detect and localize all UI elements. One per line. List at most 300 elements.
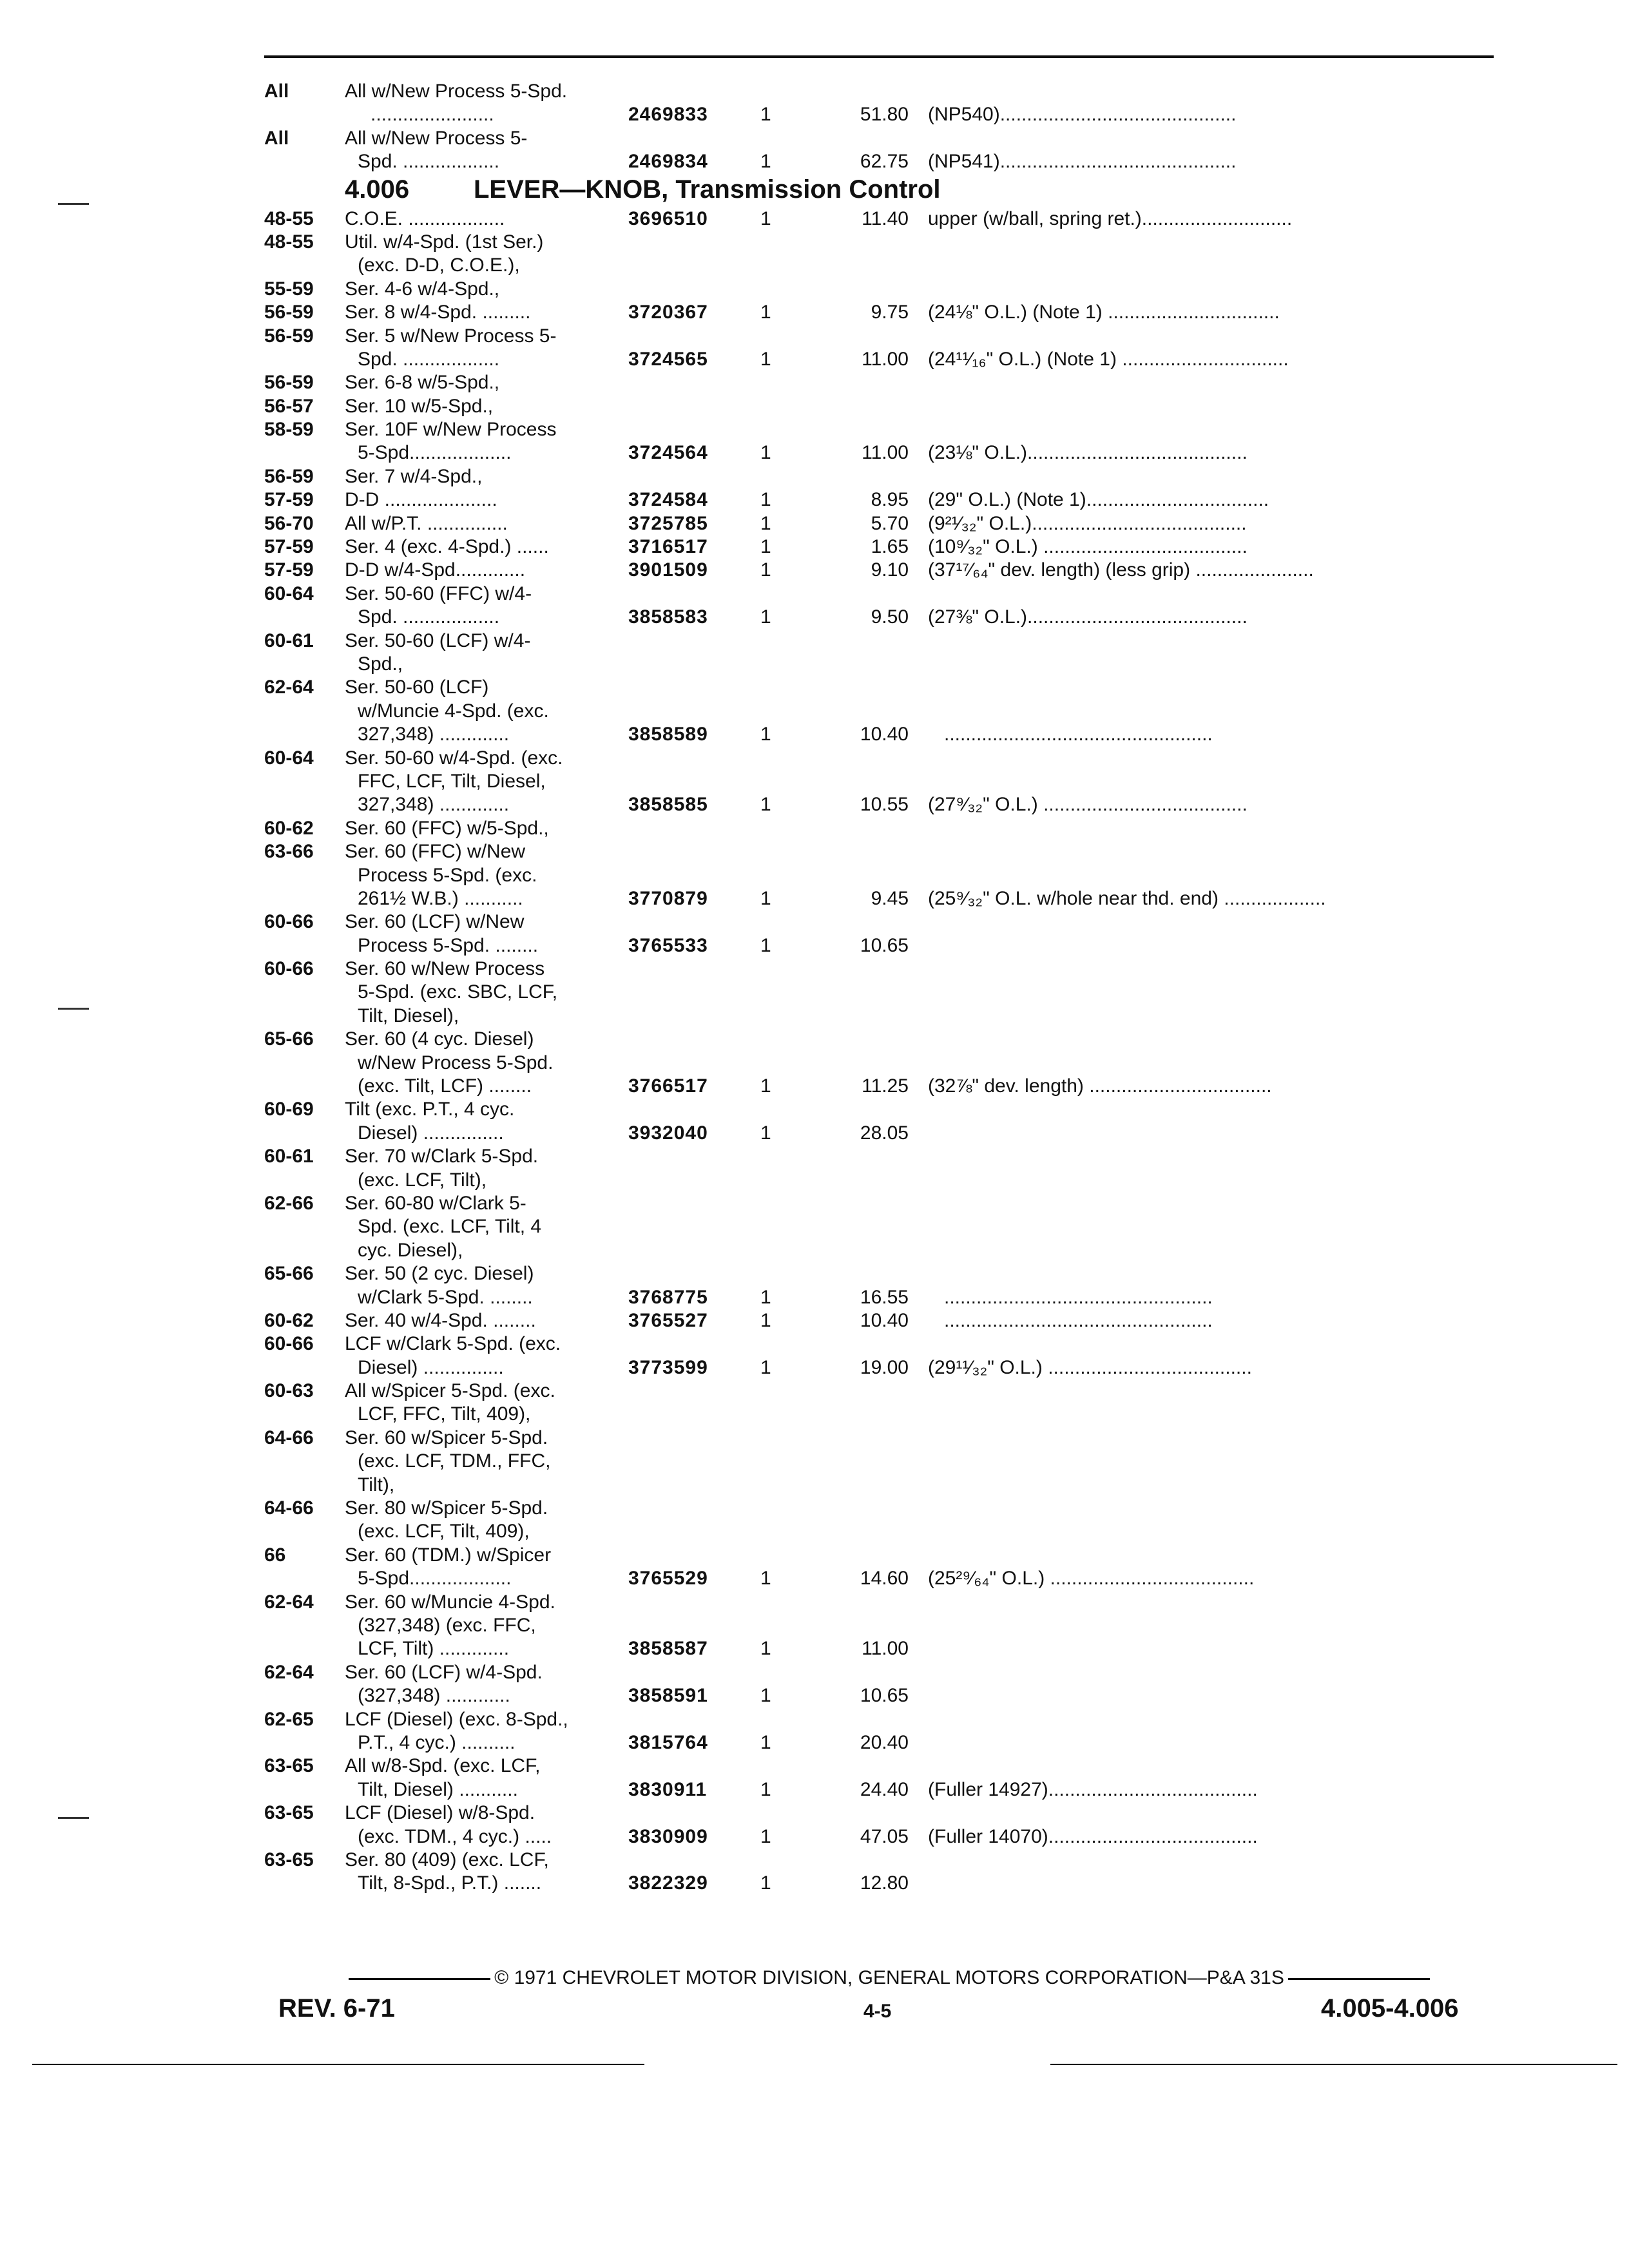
list-price: 16.55 — [860, 1286, 909, 1308]
application-description: Ser. 60 (4 cyc. Diesel) — [345, 1028, 534, 1050]
application-description: Diesel) ............... — [358, 1122, 504, 1144]
application-description: (exc. TDM., 4 cyc.) ..... — [358, 1825, 552, 1847]
quantity: 1 — [760, 536, 771, 558]
remarks: .................................................. — [944, 1309, 1213, 1331]
quantity: 1 — [760, 1872, 771, 1894]
model-years: 56-59 — [264, 325, 314, 347]
application-description: Ser. 60 (LCF) w/4-Spd. — [345, 1661, 543, 1683]
part-number: 3830911 — [628, 1778, 708, 1800]
model-years: 57-59 — [264, 536, 314, 558]
application-description: Spd., — [358, 653, 403, 675]
section-range: 4.005-4.006 — [1321, 1994, 1459, 2023]
catalog-row — [258, 1169, 1508, 1192]
model-years: 60-69 — [264, 1099, 314, 1120]
catalog-row — [258, 957, 1508, 981]
model-years: 55-59 — [264, 278, 314, 300]
catalog-row — [258, 629, 1508, 653]
revision-label: REV. 6-71 — [278, 1994, 395, 2023]
application-description: Tilt (exc. P.T., 4 cyc. — [345, 1099, 515, 1120]
model-years: 56-57 — [264, 395, 314, 417]
application-description: Ser. 7 w/4-Spd., — [345, 465, 483, 487]
part-number: 3858589 — [628, 724, 708, 745]
margin-tick — [58, 1817, 89, 1819]
application-description: Spd. .................. — [358, 606, 500, 628]
model-years: 60-61 — [264, 1146, 314, 1168]
application-description: Spd. (exc. LCF, Tilt, 4 — [358, 1216, 542, 1238]
catalog-row — [258, 325, 1508, 348]
catalog-row — [258, 150, 1508, 173]
model-years: 62-64 — [264, 677, 314, 698]
part-number: 3766517 — [628, 1075, 708, 1097]
application-description: Ser. 40 w/4-Spd. ........ — [345, 1309, 536, 1331]
quantity: 1 — [760, 1638, 771, 1660]
catalog-row — [258, 301, 1508, 324]
model-years: 56-59 — [264, 372, 314, 394]
catalog-row — [258, 747, 1508, 770]
list-price: 1.65 — [871, 536, 909, 558]
catalog-row — [258, 1661, 1508, 1684]
remarks: (29" O.L.) (Note 1).................................. — [928, 489, 1269, 511]
catalog-row — [258, 1122, 1508, 1145]
model-years: 63-65 — [264, 1755, 314, 1777]
catalog-row — [258, 1052, 1508, 1075]
remarks: (NP540)............................................ — [928, 104, 1237, 126]
model-years: 60-64 — [264, 582, 314, 604]
application-description: P.T., 4 cyc.) .......... — [358, 1731, 516, 1753]
catalog-row — [258, 793, 1508, 816]
application-description: LCF (Diesel) (exc. 8-Spd., — [345, 1708, 568, 1730]
application-description: (exc. LCF, Tilt), — [358, 1169, 487, 1191]
catalog-row — [258, 371, 1508, 394]
application-description: Ser. 80 (409) (exc. LCF, — [345, 1849, 549, 1870]
part-number: 3725785 — [628, 512, 708, 534]
application-description: w/New Process 5-Spd. — [358, 1052, 554, 1073]
copyright-line — [277, 1967, 1501, 1989]
model-years: All — [264, 81, 289, 102]
catalog-row — [258, 535, 1508, 559]
application-description: Ser. 5 w/New Process 5- — [345, 325, 557, 347]
quantity: 1 — [760, 934, 771, 956]
model-years: 56-59 — [264, 465, 314, 487]
application-description: Process 5-Spd. (exc. — [358, 864, 537, 886]
application-description: Ser. 60 w/Muncie 4-Spd. — [345, 1591, 555, 1613]
application-description: Ser. 60 (FFC) w/New — [345, 841, 526, 863]
catalog-row — [258, 1028, 1508, 1051]
catalog-row — [258, 395, 1508, 418]
remarks: (10⁹⁄₃₂" O.L.) ...................................... — [928, 536, 1248, 558]
application-description: Ser. 50 (2 cyc. Diesel) — [345, 1263, 534, 1285]
catalog-row — [258, 1239, 1508, 1262]
application-description: Tilt, Diesel), — [358, 1004, 459, 1026]
catalog-row — [258, 1520, 1508, 1543]
part-number: 3765527 — [628, 1309, 708, 1331]
application-description: LCF (Diesel) w/8-Spd. — [345, 1802, 535, 1824]
catalog-row — [258, 723, 1508, 746]
catalog-row — [258, 1872, 1508, 1895]
application-description: 5-Spd................... — [358, 1568, 512, 1590]
remarks: (32⅞" dev. length) .................................. — [928, 1075, 1272, 1097]
application-description: All w/P.T. ............... — [345, 512, 508, 534]
part-number: 3815764 — [628, 1731, 708, 1753]
application-description: All w/New Process 5- — [345, 127, 528, 149]
quantity: 1 — [760, 1685, 771, 1707]
catalog-row — [258, 1849, 1508, 1872]
catalog-row — [258, 1145, 1508, 1168]
remarks: (27⅜" O.L.)......................................... — [928, 606, 1248, 628]
application-description: 327,348) ............. — [358, 794, 510, 816]
catalog-row — [258, 981, 1508, 1004]
part-number: 3858591 — [628, 1685, 708, 1707]
catalog-row — [258, 1567, 1508, 1590]
catalog-row — [258, 1192, 1508, 1215]
remarks: (Fuller 14927)....................................... — [928, 1778, 1258, 1800]
catalog-row — [258, 1309, 1508, 1332]
model-years: 60-62 — [264, 1309, 314, 1331]
catalog-row — [258, 1637, 1508, 1660]
list-price: 11.00 — [862, 348, 909, 370]
list-price: 19.00 — [860, 1356, 909, 1378]
catalog-row — [258, 887, 1508, 910]
list-price: 9.50 — [871, 606, 909, 628]
model-years: 60-66 — [264, 911, 314, 933]
catalog-row — [258, 1591, 1508, 1614]
quantity: 1 — [760, 887, 771, 909]
catalog-row — [258, 934, 1508, 957]
part-number: 3696510 — [628, 207, 708, 229]
catalog-row — [258, 1286, 1508, 1309]
catalog-row — [258, 1379, 1508, 1403]
application-description: Ser. 50-60 w/4-Spd. (exc. — [345, 747, 563, 769]
list-price: 14.60 — [860, 1568, 909, 1590]
part-number: 3830909 — [628, 1825, 708, 1847]
catalog-row — [258, 103, 1508, 126]
application-description: Ser. 80 w/Spicer 5-Spd. — [345, 1497, 548, 1519]
margin-tick — [58, 1008, 89, 1010]
remarks: (25²⁹⁄₆₄" O.L.) ...................................... — [928, 1568, 1255, 1590]
application-description: ....................... — [371, 104, 494, 126]
remarks: (9²¹⁄₃₂" O.L.)........................................ — [928, 512, 1247, 534]
catalog-row — [258, 1356, 1508, 1379]
application-description: D-D w/4-Spd............. — [345, 559, 526, 581]
model-years: 57-59 — [264, 559, 314, 581]
section-heading — [258, 174, 1508, 207]
application-description: All w/8-Spd. (exc. LCF, — [345, 1755, 541, 1777]
model-years: 62-65 — [264, 1708, 314, 1730]
list-price: 9.75 — [871, 302, 909, 323]
list-price: 10.65 — [860, 934, 909, 956]
remarks: .................................................. — [944, 1286, 1213, 1308]
model-years: 63-66 — [264, 841, 314, 863]
application-description: D-D ..................... — [345, 489, 497, 511]
application-description: Ser. 60 (FFC) w/5-Spd., — [345, 817, 549, 839]
catalog-row — [258, 817, 1508, 840]
model-years: 64-66 — [264, 1497, 314, 1519]
model-years: 48-55 — [264, 207, 314, 229]
top-rule — [264, 55, 1494, 58]
application-description: Ser. 70 w/Clark 5-Spd. — [345, 1146, 539, 1168]
application-description: 5-Spd................... — [358, 442, 512, 464]
application-description: All w/Spicer 5-Spd. (exc. — [345, 1380, 555, 1402]
catalog-row — [258, 1262, 1508, 1285]
quantity: 1 — [760, 207, 771, 229]
quantity: 1 — [760, 724, 771, 745]
remarks: (23⅛" O.L.)......................................... — [928, 442, 1248, 464]
section-title: LEVER—KNOB, Transmission Control — [474, 175, 941, 204]
model-years: 62-66 — [264, 1192, 314, 1214]
bottom-rule — [1050, 2064, 1617, 2065]
catalog-row — [258, 840, 1508, 863]
application-description: Spd. .................. — [358, 151, 500, 173]
catalog-row — [258, 1544, 1508, 1567]
catalog-row — [258, 1098, 1508, 1121]
quantity: 1 — [760, 442, 771, 464]
remarks: (25⁹⁄₃₂" O.L. w/hole near thd. end) ................... — [928, 887, 1326, 909]
model-years: 60-66 — [264, 1333, 314, 1355]
application-description: (exc. LCF, TDM., FFC, — [358, 1450, 551, 1472]
application-description: Process 5-Spd. ........ — [358, 934, 539, 956]
list-price: 5.70 — [871, 512, 909, 534]
quantity: 1 — [760, 348, 771, 370]
model-years: 63-65 — [264, 1849, 314, 1870]
part-number: 3901509 — [628, 559, 708, 581]
part-number: 3765529 — [628, 1568, 708, 1590]
application-description: LCF w/Clark 5-Spd. (exc. — [345, 1333, 561, 1355]
list-price: 20.40 — [860, 1731, 909, 1753]
model-years: 58-59 — [264, 419, 314, 441]
model-years: 60-66 — [264, 958, 314, 980]
catalog-row — [258, 465, 1508, 488]
part-number: 2469833 — [628, 104, 708, 126]
quantity: 1 — [760, 489, 771, 511]
footer-rule-left — [349, 1978, 490, 1980]
list-price: 11.00 — [862, 1638, 909, 1660]
model-years: 65-66 — [264, 1263, 314, 1285]
model-years: 48-55 — [264, 231, 314, 253]
application-description: Ser. 60 (LCF) w/New — [345, 911, 525, 933]
model-years: 60-61 — [264, 629, 314, 651]
catalog-row — [258, 418, 1508, 441]
remarks: (37¹⁷⁄₆₄" dev. length) (less grip) ...................... — [928, 559, 1314, 581]
list-price: 11.40 — [862, 207, 909, 229]
catalog-row — [258, 700, 1508, 723]
catalog-row — [258, 1497, 1508, 1520]
list-price: 47.05 — [860, 1825, 909, 1847]
quantity: 1 — [760, 606, 771, 628]
list-price: 10.40 — [860, 1309, 909, 1331]
remarks: (Fuller 14070)....................................... — [928, 1825, 1258, 1847]
catalog-row — [258, 278, 1508, 301]
list-price: 11.25 — [862, 1075, 909, 1097]
list-price: 24.40 — [860, 1778, 909, 1800]
catalog-row — [258, 1614, 1508, 1637]
application-description: C.O.E. .................. — [345, 207, 505, 229]
application-description: Ser. 50-60 (FFC) w/4- — [345, 582, 532, 604]
application-description: Diesel) ............... — [358, 1356, 504, 1378]
application-description: Ser. 50-60 (LCF) w/4- — [345, 629, 531, 651]
quantity: 1 — [760, 1122, 771, 1144]
model-years: 63-65 — [264, 1802, 314, 1824]
catalog-row — [258, 676, 1508, 699]
quantity: 1 — [760, 151, 771, 173]
catalog-row — [258, 127, 1508, 150]
part-number: 2469834 — [628, 151, 708, 173]
catalog-row — [258, 1004, 1508, 1028]
application-description: 327,348) ............. — [358, 724, 510, 745]
list-price: 28.05 — [860, 1122, 909, 1144]
application-description: Ser. 60-80 w/Clark 5- — [345, 1192, 526, 1214]
catalog-row — [258, 1754, 1508, 1778]
catalog-row — [258, 441, 1508, 465]
catalog-row — [258, 1708, 1508, 1731]
footer-rule-right — [1288, 1978, 1430, 1980]
catalog-row — [258, 1332, 1508, 1356]
part-number: 3765533 — [628, 934, 708, 956]
application-description: (327,348) (exc. FFC, — [358, 1615, 536, 1636]
quantity: 1 — [760, 104, 771, 126]
quantity: 1 — [760, 302, 771, 323]
model-years: 60-63 — [264, 1380, 314, 1402]
application-description: (exc. D-D, C.O.E.), — [358, 255, 520, 276]
part-number: 3858585 — [628, 794, 708, 816]
list-price: 51.80 — [860, 104, 909, 126]
part-number: 3720367 — [628, 302, 708, 323]
list-price: 10.55 — [860, 794, 909, 816]
catalog-row — [258, 80, 1508, 103]
catalog-row — [258, 1802, 1508, 1825]
part-number: 3768775 — [628, 1286, 708, 1308]
model-years: 56-70 — [264, 512, 314, 534]
model-years: 56-59 — [264, 302, 314, 323]
application-description: Ser. 10F w/New Process — [345, 419, 557, 441]
quantity: 1 — [760, 1568, 771, 1590]
model-years: 60-64 — [264, 747, 314, 769]
catalog-row — [258, 1731, 1508, 1754]
application-description: (327,348) ............ — [358, 1685, 510, 1707]
list-price: 10.65 — [860, 1685, 909, 1707]
remarks: (24¹¹⁄₁₆" O.L.) (Note 1) ............................... — [928, 348, 1289, 370]
catalog-row — [258, 1825, 1508, 1849]
catalog-row — [258, 1778, 1508, 1802]
model-years: 62-64 — [264, 1591, 314, 1613]
model-years: 66 — [264, 1544, 286, 1566]
quantity: 1 — [760, 559, 771, 581]
catalog-row — [258, 1075, 1508, 1098]
catalog-row — [258, 348, 1508, 371]
catalog-row — [258, 864, 1508, 887]
model-years: 62-64 — [264, 1661, 314, 1683]
application-description: Util. w/4-Spd. (1st Ser.) — [345, 231, 544, 253]
catalog-row — [258, 207, 1508, 231]
quantity: 1 — [760, 1309, 771, 1331]
quantity: 1 — [760, 1778, 771, 1800]
application-description: w/Clark 5-Spd. ........ — [358, 1286, 533, 1308]
application-description: All w/New Process 5-Spd. — [345, 81, 568, 102]
catalog-row — [258, 1215, 1508, 1238]
quantity: 1 — [760, 1286, 771, 1308]
application-description: 261½ W.B.) ........... — [358, 887, 523, 909]
application-description: Ser. 6-8 w/5-Spd., — [345, 372, 500, 394]
part-number: 3932040 — [628, 1122, 708, 1144]
application-description: Ser. 50-60 (LCF) — [345, 677, 489, 698]
remarks: (24⅛" O.L.) (Note 1) ................................ — [928, 302, 1280, 323]
list-price: 12.80 — [860, 1872, 909, 1894]
margin-tick — [58, 203, 89, 205]
part-number: 3724564 — [628, 442, 708, 464]
catalog-row — [258, 582, 1508, 606]
remarks: (29¹¹⁄₃₂" O.L.) ...................................... — [928, 1356, 1252, 1378]
model-years: All — [264, 127, 289, 149]
application-description: (exc. Tilt, LCF) ........ — [358, 1075, 532, 1097]
application-description: Ser. 4 (exc. 4-Spd.) ...... — [345, 536, 549, 558]
part-number: 3858583 — [628, 606, 708, 628]
application-description: Ser. 60 (TDM.) w/Spicer — [345, 1544, 552, 1566]
catalog-row — [258, 1450, 1508, 1473]
section-number: 4.006 — [345, 175, 410, 204]
application-description: cyc. Diesel), — [358, 1239, 463, 1261]
part-number: 3724565 — [628, 348, 708, 370]
model-years: 60-62 — [264, 817, 314, 839]
catalog-row — [258, 559, 1508, 582]
list-price: 11.00 — [862, 442, 909, 464]
application-description: Tilt), — [358, 1474, 395, 1495]
application-description: LCF, FFC, Tilt, 409), — [358, 1403, 531, 1425]
copyright-text: © 1971 CHEVROLET MOTOR DIVISION, GENERAL MOTORS CORPORATION—P&A 31S — [494, 1967, 1284, 1988]
application-description: LCF, Tilt) ............. — [358, 1638, 510, 1660]
catalog-row — [258, 1403, 1508, 1426]
application-description: FFC, LCF, Tilt, Diesel, — [358, 770, 546, 792]
list-price: 9.45 — [871, 887, 909, 909]
remarks: (NP541)............................................ — [928, 151, 1237, 173]
application-description: Ser. 8 w/4-Spd. ......... — [345, 302, 531, 323]
remarks: upper (w/ball, spring ret.)............................ — [928, 207, 1293, 229]
model-years: 57-59 — [264, 489, 314, 511]
catalog-row — [258, 910, 1508, 934]
quantity: 1 — [760, 512, 771, 534]
model-years: 65-66 — [264, 1028, 314, 1050]
catalog-row — [258, 254, 1508, 277]
catalog-row — [258, 512, 1508, 535]
quantity: 1 — [760, 1075, 771, 1097]
part-number: 3770879 — [628, 887, 708, 909]
catalog-row — [258, 488, 1508, 512]
application-description: Tilt, 8-Spd., P.T.) ....... — [358, 1872, 542, 1894]
application-description: 5-Spd. (exc. SBC, LCF, — [358, 981, 558, 1003]
list-price: 62.75 — [860, 151, 909, 173]
catalog-row — [258, 1474, 1508, 1497]
application-description: Tilt, Diesel) ........... — [358, 1778, 518, 1800]
application-description: Ser. 60 w/Spicer 5-Spd. — [345, 1427, 548, 1448]
model-years: 64-66 — [264, 1427, 314, 1448]
quantity: 1 — [760, 1356, 771, 1378]
application-description: Ser. 60 w/New Process — [345, 958, 545, 980]
part-number: 3724584 — [628, 489, 708, 511]
parts-catalog-table — [258, 80, 1508, 1896]
remarks: .................................................. — [944, 724, 1213, 745]
application-description: (exc. LCF, Tilt, 409), — [358, 1521, 530, 1542]
catalog-row — [258, 1684, 1508, 1707]
quantity: 1 — [760, 794, 771, 816]
list-price: 10.40 — [860, 724, 909, 745]
catalog-row — [258, 770, 1508, 793]
part-number: 3858587 — [628, 1638, 708, 1660]
catalog-row — [258, 606, 1508, 629]
catalog-row — [258, 231, 1508, 254]
catalog-row — [258, 1427, 1508, 1450]
part-number: 3773599 — [628, 1356, 708, 1378]
list-price: 9.10 — [871, 559, 909, 581]
bottom-rule — [32, 2064, 644, 2065]
application-description: Spd. .................. — [358, 348, 500, 370]
